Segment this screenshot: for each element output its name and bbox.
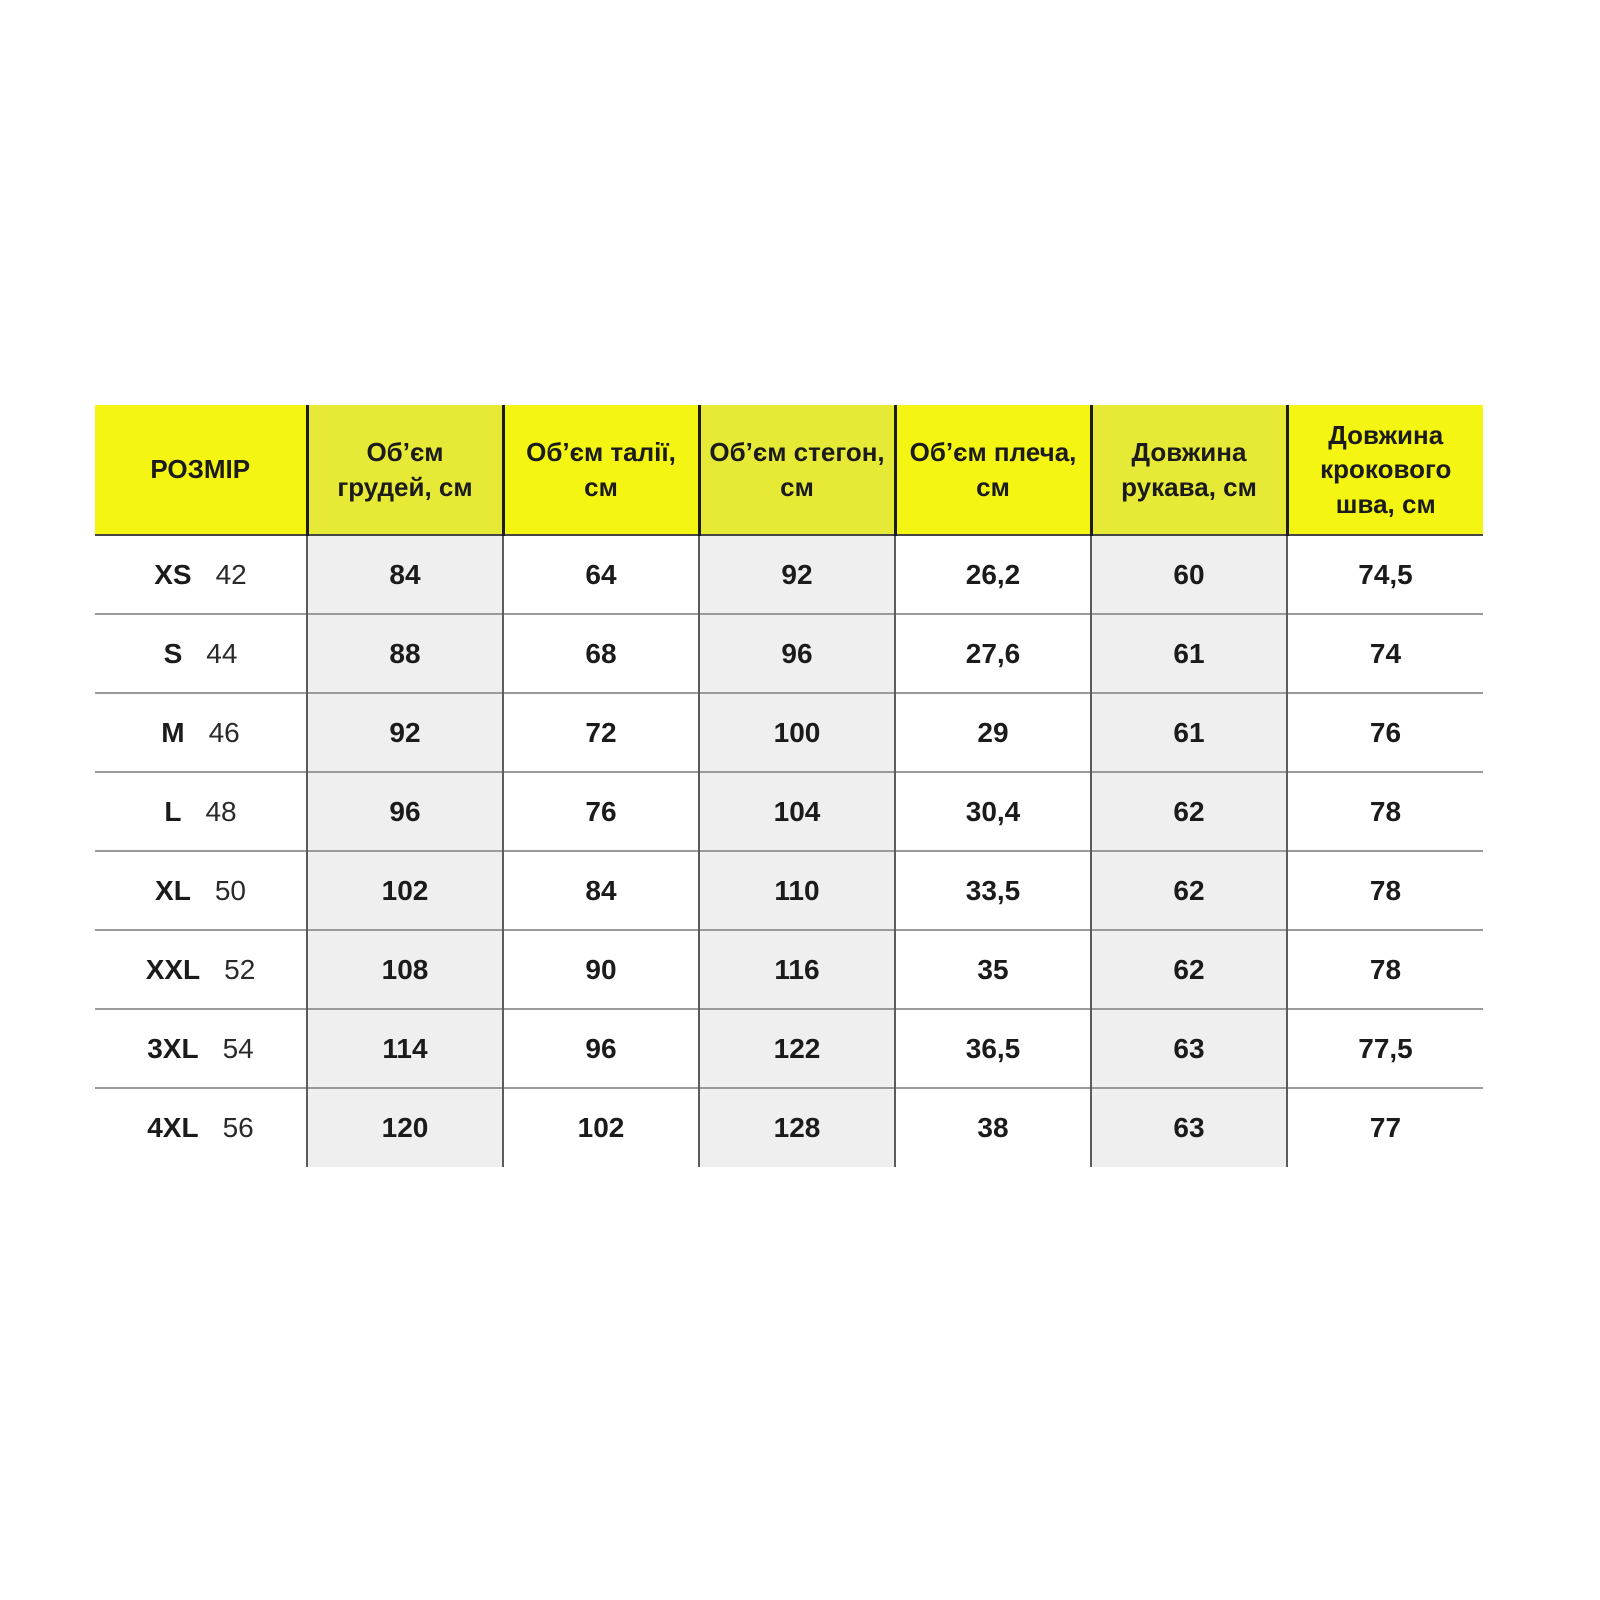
value-cell: 102: [307, 851, 503, 930]
value-cell: 116: [699, 930, 895, 1009]
value-cell: 76: [1287, 693, 1483, 772]
size-cell: [95, 693, 307, 772]
table-row: [95, 772, 1483, 851]
size-cell: [95, 772, 307, 851]
value-cell: 96: [699, 614, 895, 693]
value-cell: 38: [895, 1088, 1091, 1167]
value-cell: 76: [503, 772, 699, 851]
size-label: 4XL: [147, 1112, 199, 1143]
value-cell: 77,5: [1287, 1009, 1483, 1088]
value-cell: 104: [699, 772, 895, 851]
value-cell: 110: [699, 851, 895, 930]
size-number: 52: [224, 953, 256, 985]
value-cell: 90: [503, 930, 699, 1009]
size-cell: [95, 1009, 307, 1088]
value-cell: 62: [1091, 851, 1287, 930]
value-cell: 128: [699, 1088, 895, 1167]
value-cell: 84: [503, 851, 699, 930]
table-row: [95, 535, 1483, 614]
value-cell: 84: [307, 535, 503, 614]
value-cell: 96: [307, 772, 503, 851]
value-cell: 26,2: [895, 535, 1091, 614]
size-number: 44: [206, 637, 238, 669]
value-cell: 36,5: [895, 1009, 1091, 1088]
size-number: 50: [214, 874, 246, 906]
value-cell: 62: [1091, 930, 1287, 1009]
table-row: [95, 851, 1483, 930]
size-chart-table: [95, 405, 1483, 1167]
table-row: [95, 693, 1483, 772]
table-row: [95, 1088, 1483, 1167]
value-cell: 61: [1091, 693, 1287, 772]
value-cell: 78: [1287, 930, 1483, 1009]
size-number: 46: [208, 716, 240, 748]
size-cell: [95, 614, 307, 693]
column-header-size: РОЗМІР: [95, 405, 307, 535]
size-label: XS: [154, 558, 192, 590]
value-cell: 120: [307, 1088, 503, 1167]
size-label: XXL: [145, 953, 201, 985]
value-cell: 74,5: [1287, 535, 1483, 614]
value-cell: 62: [1091, 772, 1287, 851]
value-cell: 60: [1091, 535, 1287, 614]
value-cell: 88: [307, 614, 503, 693]
column-header-shoulder: Об’єм плеча, см: [895, 405, 1091, 535]
value-cell: 102: [503, 1088, 699, 1167]
value-cell: 63: [1091, 1009, 1287, 1088]
table-row: [95, 614, 1483, 693]
value-cell: 92: [307, 693, 503, 772]
value-cell: 92: [699, 535, 895, 614]
value-cell: 77: [1287, 1088, 1483, 1167]
size-label: 3XL: [147, 1032, 199, 1064]
size-number: 48: [205, 795, 237, 827]
size-label: S: [163, 637, 183, 669]
value-cell: 61: [1091, 614, 1287, 693]
size-label: L: [164, 795, 182, 827]
table-row: [95, 930, 1483, 1009]
size-cell: [95, 535, 307, 614]
table-body: [95, 535, 1483, 1167]
column-header-sleeve: Довжина рукава, см: [1091, 405, 1287, 535]
value-cell: 30,4: [895, 772, 1091, 851]
value-cell: 108: [307, 930, 503, 1009]
header-row: [95, 405, 1483, 535]
value-cell: 78: [1287, 772, 1483, 851]
size-cell: [95, 930, 307, 1009]
size-cell: [95, 851, 307, 930]
value-cell: 33,5: [895, 851, 1091, 930]
value-cell: 100: [699, 693, 895, 772]
value-cell: 114: [307, 1009, 503, 1088]
size-number: 56: [222, 1112, 254, 1143]
value-cell: 122: [699, 1009, 895, 1088]
value-cell: 29: [895, 693, 1091, 772]
value-cell: 64: [503, 535, 699, 614]
value-cell: 68: [503, 614, 699, 693]
column-header-waist: Об’єм талії, см: [503, 405, 699, 535]
column-header-hips: Об’єм стегон, см: [699, 405, 895, 535]
value-cell: 72: [503, 693, 699, 772]
value-cell: 96: [503, 1009, 699, 1088]
size-cell: [95, 1088, 307, 1167]
column-header-chest: Об’єм грудей, см: [307, 405, 503, 535]
value-cell: 74: [1287, 614, 1483, 693]
value-cell: 78: [1287, 851, 1483, 930]
size-label: M: [161, 716, 185, 748]
value-cell: 63: [1091, 1088, 1287, 1167]
value-cell: 35: [895, 930, 1091, 1009]
value-cell: 27,6: [895, 614, 1091, 693]
column-header-inseam: Довжина крокового шва, см: [1287, 405, 1483, 535]
size-number: 54: [222, 1032, 254, 1064]
size-number: 42: [215, 558, 247, 590]
table-row: [95, 1009, 1483, 1088]
size-label: XL: [155, 874, 191, 906]
